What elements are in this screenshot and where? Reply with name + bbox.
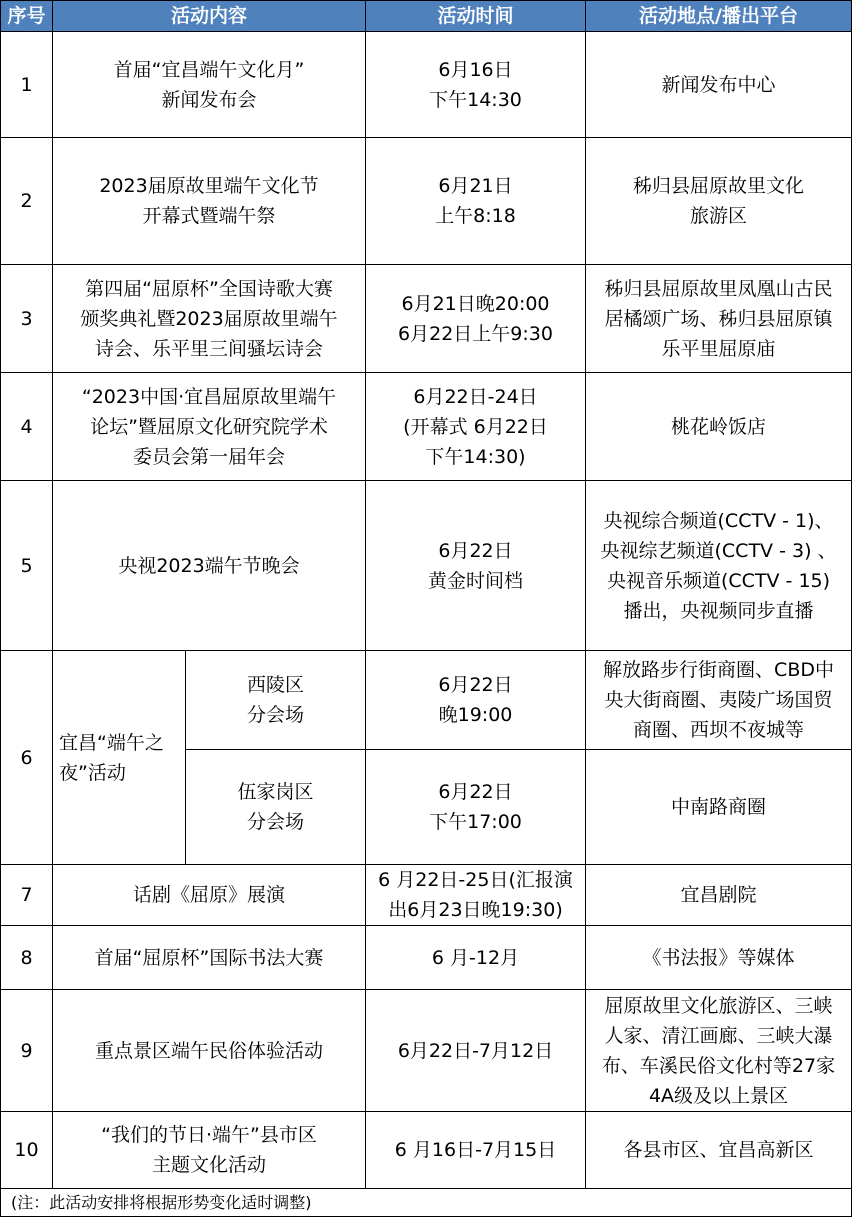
row-content: “2023中国·宜昌屈原故里端午 论坛”暨屈原文化研究院学术 委员会第一届年会 — [53, 373, 366, 481]
row-time: 6 月16日-7月15日 — [366, 1112, 586, 1189]
row-place: 中南路商圈 — [586, 750, 852, 865]
row-place: 解放路步行街商圈、CBD中 央大街商圈、夷陵广场国贸 商圈、西坝不夜城等 — [586, 651, 852, 750]
sub-venue: 伍家岗区 分会场 — [186, 750, 366, 865]
row-no: 5 — [1, 481, 53, 651]
header-no: 序号 — [1, 1, 53, 32]
row-time: 6 月-12月 — [366, 926, 586, 990]
row-time: 6月16日 下午14:30 — [366, 32, 586, 138]
table-row — [1, 990, 852, 1112]
table-header-row — [1, 1, 852, 32]
row-no: 4 — [1, 373, 53, 481]
row-content: 第四届“屈原杯”全国诗歌大赛 颁奖典礼暨2023届原故里端午 诗会、乐平里三间骚坛诗会 — [53, 265, 366, 373]
table-row — [1, 265, 852, 373]
header-time: 活动时间 — [366, 1, 586, 32]
row-no: 7 — [1, 865, 53, 926]
row-no: 9 — [1, 990, 53, 1112]
row-place: 《书法报》等媒体 — [586, 926, 852, 990]
row-no: 8 — [1, 926, 53, 990]
table-row — [1, 651, 852, 750]
row-content: 央视2023端午节晚会 — [53, 481, 366, 651]
row-place: 央视综合频道(CCTV - 1)、 央视综艺频道(CCTV - 3) 、 央视音乐频道(CCTV - 15) 播出，央视频同步直播 — [586, 481, 852, 651]
table-row — [1, 481, 852, 651]
row-no: 3 — [1, 265, 53, 373]
row-time: 6月21日晚20:00 6月22日上午9:30 — [366, 265, 586, 373]
row-content: 首届“屈原杯”国际书法大赛 — [53, 926, 366, 990]
row-place: 秭归县屈原故里文化 旅游区 — [586, 138, 852, 265]
table-row — [1, 32, 852, 138]
row-no: 2 — [1, 138, 53, 265]
row-content: 话剧《屈原》展演 — [53, 865, 366, 926]
sub-venue: 西陵区 分会场 — [186, 651, 366, 750]
row-content: “我们的节日·端午”县市区 主题文化活动 — [53, 1112, 366, 1189]
row-place: 桃花岭饭店 — [586, 373, 852, 481]
row-content: 2023届原故里端午文化节 开幕式暨端午祭 — [53, 138, 366, 265]
table-row — [1, 926, 852, 990]
row-time: 6月22日 下午17:00 — [366, 750, 586, 865]
table-row — [1, 373, 852, 481]
row-time: 6月22日-7月12日 — [366, 990, 586, 1112]
row-no: 6 — [1, 651, 53, 865]
header-place: 活动地点/播出平台 — [586, 1, 852, 32]
row-time: 6月21日 上午8:18 — [366, 138, 586, 265]
row-place: 各县市区、宜昌高新区 — [586, 1112, 852, 1189]
row-no: 1 — [1, 32, 53, 138]
table-row — [1, 1112, 852, 1189]
table-row — [1, 138, 852, 265]
table-row — [1, 865, 852, 926]
row-no: 10 — [1, 1112, 53, 1189]
row-content: 首届“宜昌端午文化月” 新闻发布会 — [53, 32, 366, 138]
row-place: 秭归县屈原故里凤凰山古民 居橘颂广场、秭归县屈原镇 乐平里屈原庙 — [586, 265, 852, 373]
row-time: 6月22日 黄金时间档 — [366, 481, 586, 651]
note-row — [1, 1189, 852, 1217]
row-place: 宜昌剧院 — [586, 865, 852, 926]
row-time: 6月22日-24日 (开幕式 6月22日 下午14:30) — [366, 373, 586, 481]
row-content: 重点景区端午民俗体验活动 — [53, 990, 366, 1112]
header-content: 活动内容 — [53, 1, 366, 32]
footnote: (注：此活动安排将根据形势变化适时调整) — [1, 1189, 852, 1217]
row-time: 6 月22日-25日(汇报演 出6月23日晚19:30) — [366, 865, 586, 926]
row-place: 新闻发布中心 — [586, 32, 852, 138]
row-place: 屈原故里文化旅游区、三峡 人家、清江画廊、三峡大瀑 布、车溪民俗文化村等27家 4A级及以上景区 — [586, 990, 852, 1112]
row-time: 6月22日 晚19:00 — [366, 651, 586, 750]
row-content: 宜昌“端午之 夜”活动 — [53, 651, 186, 865]
